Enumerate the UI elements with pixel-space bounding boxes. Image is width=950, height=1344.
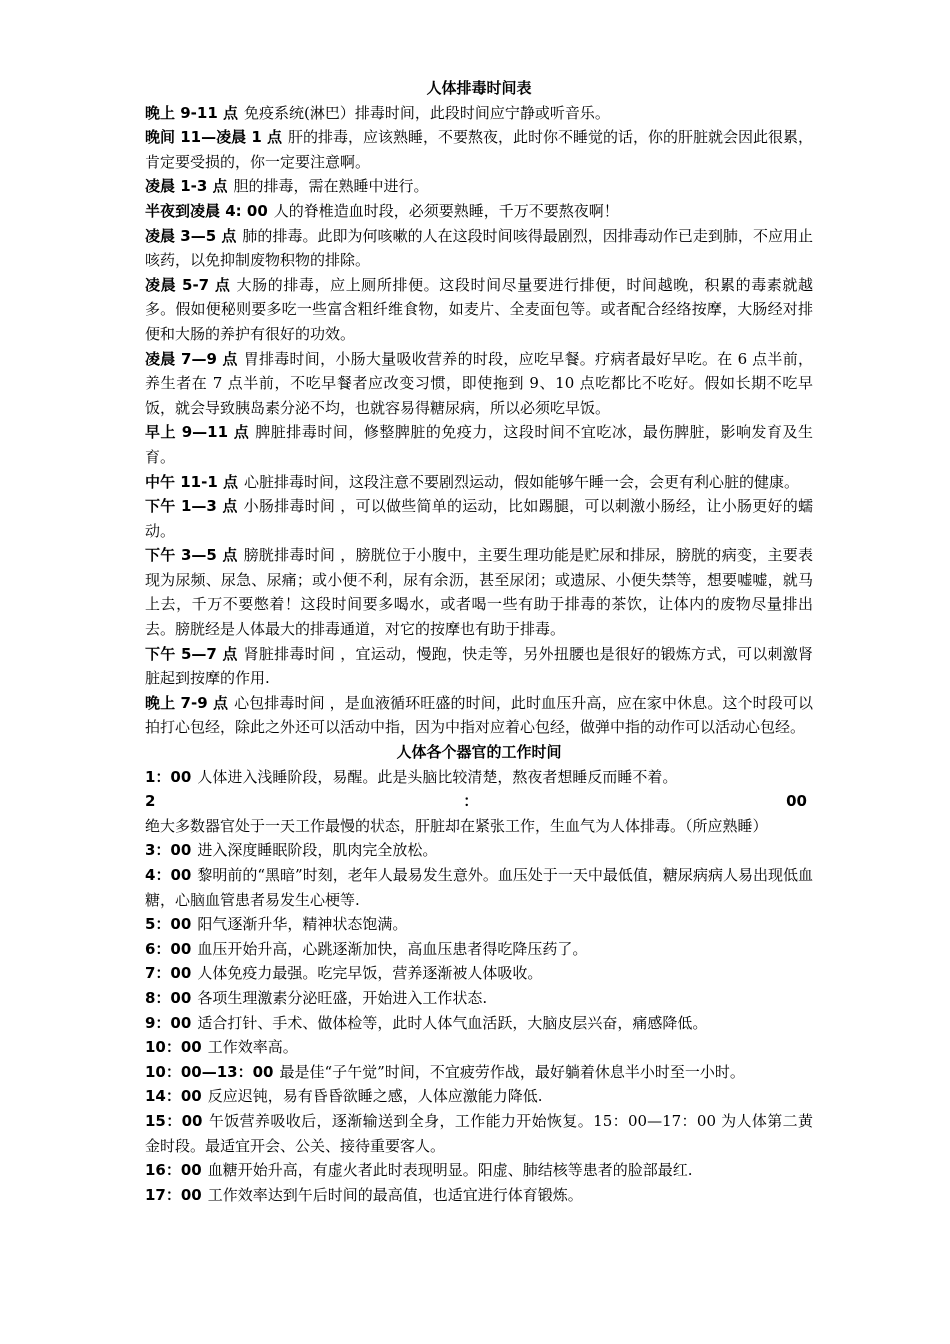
organ-entry (145, 912, 813, 937)
entry-text: 胆的排毒，需在熟睡中进行。 (233, 177, 429, 196)
entry-time: 6：00 (145, 939, 192, 958)
organ-entry (145, 838, 813, 863)
entry-time: 7：00 (145, 964, 192, 983)
entry-time: 下午 1—3 点 (145, 497, 238, 516)
entry-text: 进入深度睡眠阶段，肌肉完全放松。 (197, 841, 438, 860)
detox-entry (145, 174, 813, 199)
organ-entry (145, 863, 813, 912)
entry-time: 8：00 (145, 988, 192, 1007)
entry-text: 人体免疫力最强。吃完早饭，营养逐渐被人体吸收。 (197, 964, 543, 983)
entry-time: 晚间 11—凌晨 1 点 (145, 128, 282, 147)
detox-entry (145, 199, 813, 224)
entry-time: 下午 5—7 点 (145, 644, 238, 663)
entry-time: 3：00 (145, 841, 192, 860)
entry-text: 脾脏排毒时间，修整脾脏的免疫力，这段时间不宜吃冰，最伤脾脏，影响发育及生育。 (145, 423, 813, 466)
organ-schedule-title: 人体各个器官的工作时间 (396, 743, 562, 762)
entry-time: 半夜到凌晨 4: 00 (145, 201, 268, 220)
entry-text: 膀胱排毒时间 ，膀胱位于小腹中，主要生理功能是贮尿和排尿，膀胱的病变，主要表现为尿频、尿急、尿痛；或小便不利，尿有余沥，甚至尿闭；或遗尿、小便失禁等，想要嘘嘘，就马上去，千万不要憋着！这段时间要多喝水，或者喝一些有助于排毒的茶饮，让体内的废物尽量排出去。膀胱经是人体最大的排毒通道，对它的按摩也有助于排毒。 (145, 546, 813, 639)
detox-entry (145, 543, 813, 641)
entry-time: 9：00 (145, 1013, 192, 1032)
organ-entry (145, 961, 813, 986)
entry-time: 凌晨 1-3 点 (145, 177, 228, 196)
detox-schedule-list (145, 101, 813, 740)
document-body (145, 76, 813, 1207)
entry-time: 14：00 (145, 1087, 202, 1106)
organ-entry (145, 1060, 813, 1085)
entry-text: 各项生理激素分泌旺盛，开始进入工作状态. (197, 988, 488, 1007)
entry-time: 凌晨 7—9 点 (145, 349, 238, 368)
entry-time: 15：00 (145, 1111, 203, 1130)
entry-text: 大肠的排毒，应上厕所排便。这段时间尽量要进行排便，时间越晚，积累的毒素就越多。假如便秘则要多吃一些富含粗纤维食物，如麦片、全麦面包等。或者配合经络按摩，大肠经对排便和大肠的养护有很好的功效。 (145, 275, 813, 343)
entry-time: 早上 9—11 点 (145, 423, 250, 442)
entry-text: 肾脏排毒时间 ，宜运动，慢跑，快走等，另外扭腰也是很好的锻炼方式，可以刺激肾脏起到按摩的作用. (145, 644, 813, 688)
entry-text: 血糖开始升高，有虚火者此时表现明显。阳虚、肺结核等患者的脸部最红. (207, 1161, 693, 1180)
entry-text: 心脏排毒时间，这段注意不要剧烈运动，假如能够午睡一会，会更有利心脏的健康。 (243, 472, 799, 491)
organ-entry (145, 789, 813, 838)
entry-time: 中午 11-1 点 (145, 472, 238, 491)
entry-time: 10：00 (145, 1038, 202, 1057)
organ-schedule-list (145, 765, 813, 1208)
entry-text: 适合打针、手术、做体检等，此时人体气血活跃，大脑皮层兴奋，痛感降低。 (197, 1013, 708, 1032)
entry-text: 工作效率高。 (207, 1038, 298, 1057)
entry-text: 血压开始升高，心跳逐渐加快，高血压患者得吃降压药了。 (197, 939, 588, 958)
entry-text: 工作效率达到午后时间的最高值，也适宜进行体育锻炼。 (207, 1185, 583, 1204)
detox-entry (145, 494, 813, 543)
entry-text: 绝大多数器官处于一天工作最慢的状态，肝脏却在紧张工作，生血气为人体排毒。（所应熟睡） (145, 816, 768, 835)
entry-time: 4：00 (145, 866, 192, 884)
entry-text: 免疫系统(淋巴）排毒时间，此段时间应宁静或听音乐。 (243, 103, 610, 122)
organ-entry (145, 1035, 813, 1060)
entry-text: 午饭营养吸收后，逐渐输送到全身，工作能力开始恢复。15：00—17：00 为人体第二黄金时段。最适宜开会、公关、接待重要客人。 (145, 1111, 814, 1155)
entry-time: 晚上 7-9 点 (145, 693, 229, 712)
entry-text: 阳气逐渐升华，精神状态饱满。 (197, 915, 408, 934)
entry-text: 胃排毒时间，小肠大量吸收营养的时段，应吃早餐。疗病者最好早吃。在 6 点半前，养生者在 7 点半前，不吃早餐者应改变习惯，即使拖到 9、10 点吃都比不吃好。假如长期不吃早饭，就会导致胰岛素分泌不均，也就容易得糖尿病，所以必须吃早饭。 (145, 349, 813, 417)
detox-entry (145, 125, 813, 174)
detox-entry (145, 273, 813, 347)
organ-entry (145, 765, 813, 790)
entry-text: 反应迟钝，易有昏昏欲睡之感，人体应激能力降低. (207, 1087, 543, 1106)
detox-entry (145, 420, 813, 469)
entry-time: 5：00 (145, 915, 192, 934)
entry-time: 17：00 (145, 1185, 202, 1204)
organ-entry (145, 986, 813, 1011)
detox-schedule-title: 人体排毒时间表 (426, 79, 532, 97)
organ-entry (145, 1183, 813, 1208)
entry-text: 黎明前的“黑暗”时刻，老年人最易发生意外。血压处于一天中最低值，糖尿病病人易出现低血糖，心脑血管患者易发生心梗等. (145, 866, 813, 909)
detox-entry (145, 642, 813, 691)
organ-entry (145, 1109, 813, 1158)
entry-time: 凌晨 5-7 点 (145, 275, 231, 294)
entry-time: 晚上 9-11 点 (145, 103, 238, 122)
organ-entry (145, 1158, 813, 1183)
entry-time: 1：00 (145, 767, 192, 786)
organ-entry (145, 1011, 813, 1036)
entry-time: 16：00 (145, 1161, 202, 1180)
entry-text: 最是佳“子午觉”时间，不宜疲劳作战，最好躺着休息半小时至一小时。 (279, 1062, 745, 1081)
detox-entry (145, 691, 813, 740)
entry-text: 心包排毒时间 ，是血液循环旺盛的时间，此时血压升高，应在家中休息。这个时段可以拍打心包经，除此之外还可以活动中指，因为中指对应着心包经，做弹中指的动作可以活动心包经。 (145, 693, 813, 737)
detox-entry (145, 224, 813, 273)
entry-time: 凌晨 3—5 点 (145, 226, 237, 245)
entry-time: 2：00 (145, 792, 807, 811)
entry-time: 10：00—13：00 (145, 1062, 274, 1081)
organ-entry (145, 937, 813, 962)
organ-entry (145, 1084, 813, 1109)
entry-text: 小肠排毒时间 ，可以做些简单的运动，比如踢腿，可以刺激小肠经，让小肠更好的蠕动。 (145, 497, 813, 540)
detox-entry (145, 101, 813, 126)
entry-text: 肺的排毒。此即为何咳嗽的人在这段时间咳得最剧烈，因排毒动作已走到肺，不应用止咳药，以免抑制废物积物的排除。 (145, 226, 813, 270)
entry-text: 人体进入浅睡阶段，易醒。此是头脑比较清楚，熬夜者想睡反而睡不着。 (197, 767, 678, 786)
detox-entry (145, 347, 813, 421)
entry-text: 肝的排毒，应该熟睡，不要熬夜，此时你不睡觉的话，你的肝脏就会因此很累，肯定要受损的，你一定要注意啊。 (145, 128, 813, 171)
detox-entry (145, 470, 813, 495)
entry-text: 人的脊椎造血时段，必须要熟睡，千万不要熬夜啊！ (273, 201, 619, 220)
entry-time: 下午 3—5 点 (145, 546, 238, 565)
